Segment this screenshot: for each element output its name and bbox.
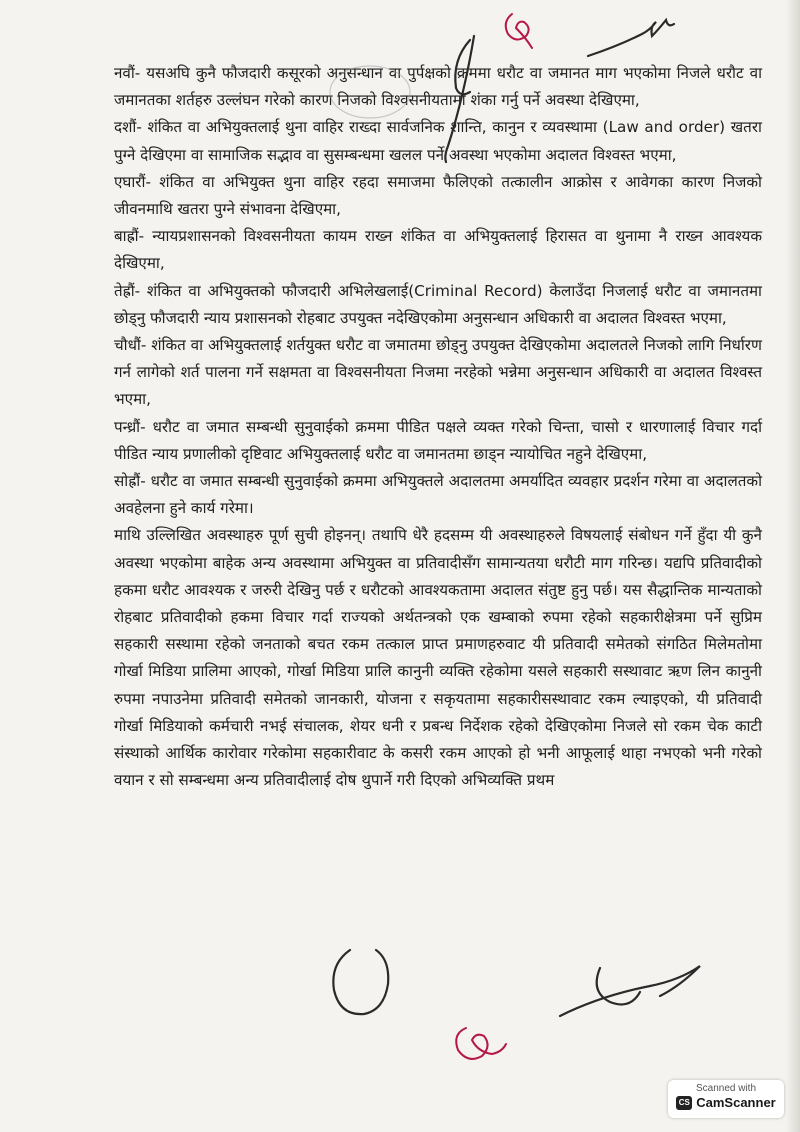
signature-top [588, 20, 674, 56]
clause-tenth: दशौं- शंकित वा अभियुक्तलाई थुना वाहिर राख्दा सार्वजनिक शान्ति, कानुन र व्यवस्थामा (Law and order) खतरा पुग्ने देखिएमा वा सामाजिक सद्भाव वा सुसम्बन्धमा खलल पर्ने अवस्था भएकोमा अदालत विश्वस्त भएमा, [114, 118, 762, 164]
red-initial-top [506, 14, 532, 48]
camscanner-brand-row [668, 1095, 784, 1110]
camscanner-logo-icon: CS [676, 1096, 692, 1110]
analysis-paragraph: माथि उल्लिखित अवस्थाहरु पूर्ण सुची होइनन्। तथापि धेरै हदसम्म यी अवस्थाहरुले विषयलाई संबोधन गर्ने हुँदा यी कुनै अवस्था भएकोमा बाहेक अन्य अवस्थामा अभियुक्त वा प्रतिवादीसँग सामान्यतया धरौटी माग गरिन्छ। यद्यपि प्रतिवादीको हकमा धरौट आवश्यक र जरुरी देखिनु पर्छ र धरौटको आवश्यकतामा अदालत संतुष्ट हुनु पर्छ। यस सैद्धान्तिक मान्यताको रोहबाट प्रतिवादीको हकमा विचार गर्दा राज्यको अर्थतन्त्रको एक खम्बाको रुपमा रहेको सहकारीक्षेत्रमा पर्ने सुप्रिम सहकारी सस्थामा रहेको जनताको बचत रकम तत्काल प्राप्त प्रमाणहरुवाट यी प्रतिवादी समेतको संगठित मिलेमतोमा गोर्खा मिडिया प्रालिमा आएको, गोर्खा मिडिया प्रालि कानुनी व्यक्ति रहेकोमा यसले सहकारी सस्थावाट ऋण लिन कानुनी रुपमा नपाउनेमा प्रतिवादी समेतको जानकारी, योजना र सकृयतामा सहकारीसस्थावाट रकम ल्याइएको, यी प्रतिवादी गोर्खा मिडियाको कर्मचारी नभई संचालक, शेयर धनी र प्रबन्ध निर्देशक रहेको देखिएकोमा निजले सो रकम चेक काटी संस्थाको आर्थिक कारोवार गरेकोमा सहकारीवाट के कसरी रकम आएको हो भनी आफूलाई थाहा नभएको भनी गरेको वयान र सो सम्बन्धमा अन्य प्रतिवादीलाई दोष थुपार्ने गरी दिएको अभिव्यक्ति प्रथम [114, 526, 762, 790]
clause-sixteenth: सोह्रौं- धरौट वा जमात सम्बन्धी सुनुवाईको क्रममा अभियुक्तले अदालतमा अमर्यादित व्यवहार प्रदर्शन गरेमा वा अदालतको अवहेलना हुने कार्य गरेमा। [114, 472, 762, 518]
signature-bottom-right [560, 966, 700, 1016]
signature-bottom-left [333, 950, 388, 1014]
faint-stamp [330, 66, 410, 118]
clause-thirteenth: तेह्रौं- शंकित वा अभियुक्तको फौजदारी अभिलेखलाई(Criminal Record) केलाउँदा निजलाई धरौट वा जमानतमा छोड्नु फौजदारी न्याय प्रशासनको रोहबाट उपयुक्त नदेखिएकोमा अनुसन्धान अधिकारी वा अदालत विश्वस्त भएमा, [114, 281, 762, 327]
clause-ninth: नवौं- यसअघि कुनै फौजदारी कसूरको अनुसन्धान वा पुर्पक्षको क्रममा धरौट वा जमानत माग भएकोमा निजले धरौट वा जमानतका शर्तहरु उल्लंघन गरेको कारण निजको विश्वसनीयतामा शंका गर्नु पर्ने अवस्था देखिएमा, [114, 64, 762, 110]
scanned-with-label: Scanned with [695, 1083, 757, 1094]
camscanner-watermark [668, 1080, 784, 1118]
camscanner-brand-name: CamScanner [696, 1095, 776, 1110]
clause-fourteenth: चौधौं- शंकित वा अभियुक्तलाई शर्तयुक्त धरौट वा जमातमा छोड्नु उपयुक्त देखिएकोमा अदालतले निजको लागि निर्धारण गर्न लागेको शर्त पालना गर्ने सक्षमता वा विश्वसनीयता निजमा नरहेको भन्नेमा अनुसन्धान अधिकारी वा अदालत विश्वस्त भएमा, [114, 336, 762, 409]
clause-eleventh: एघारौं- शंकित वा अभियुक्त थुना वाहिर रहदा समाजमा फैलिएको तत्कालीन आक्रोस र आवेगका कारण निजको जीवनमाथि खतरा पुग्ने संभावना देखिएमा, [114, 172, 762, 219]
clause-fifteenth: पन्ध्रौं- धरौट वा जमात सम्बन्धी सुनुवाईको क्रममा पीडित पक्षले व्यक्त गरेको चिन्ता, चासो र धारणालाई विचार गर्दा पीडित न्याय प्रणालीको दृष्टिवाट अभियुक्तलाई धरौट वा जमानतमा छाड्न न्यायोचित नहुने देखिएमा, [114, 417, 762, 463]
clause-twelfth: बाह्रौं- न्यायप्रशासनको विश्वसनीयता कायम राख्न शंकित वा अभियुक्तलाई हिरासत वा थुनामा नै राख्न आवश्यक देखिएमा, [114, 227, 762, 273]
red-initial-bottom [456, 1028, 506, 1059]
